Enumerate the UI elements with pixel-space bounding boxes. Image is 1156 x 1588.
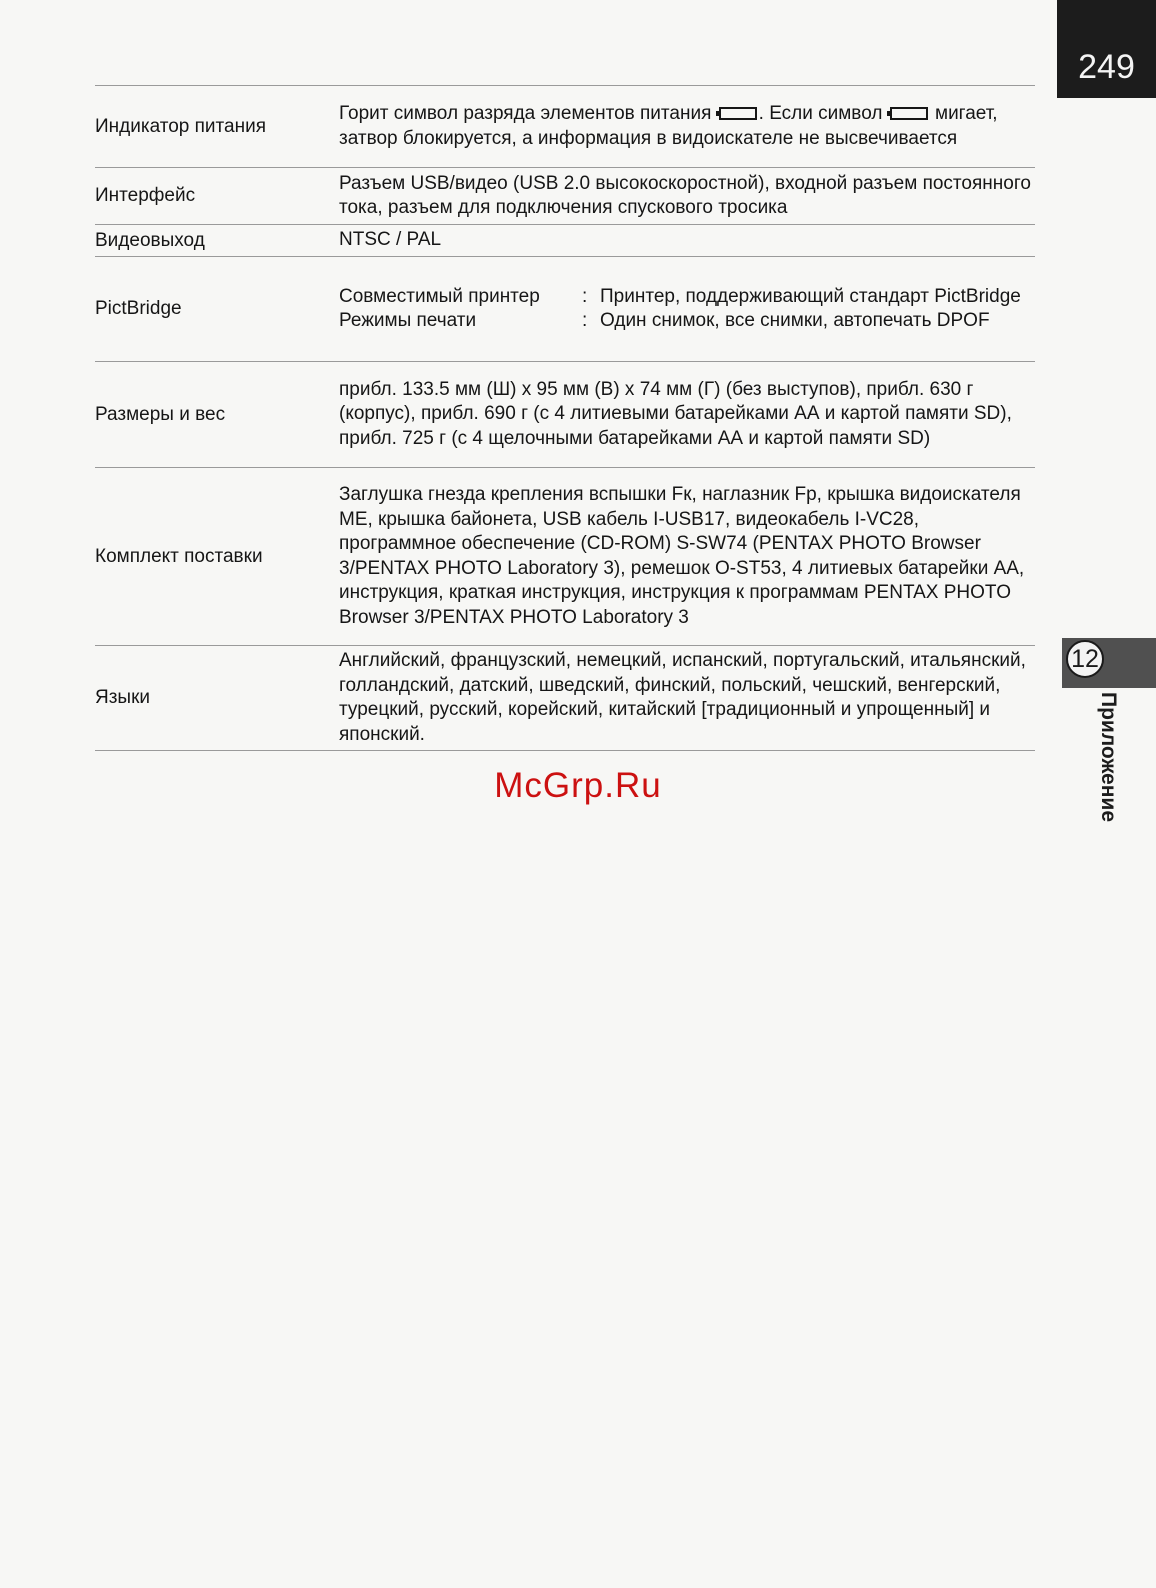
page-number-tab bbox=[1057, 0, 1156, 98]
spec-value: NTSC / PAL bbox=[339, 229, 442, 251]
sub-key: Режимы печати bbox=[339, 310, 477, 331]
spec-row-power-indicator bbox=[95, 85, 1035, 167]
chapter-number: 12 bbox=[1071, 644, 1099, 673]
spec-row-video-out bbox=[95, 224, 1035, 256]
spec-label: Комплект поставки bbox=[95, 545, 263, 567]
sub-colon: : bbox=[582, 285, 588, 307]
spec-label: Размеры и вес bbox=[95, 403, 226, 425]
spec-label: Индикатор питания bbox=[95, 115, 266, 137]
sub-value: Принтер, поддерживающий стандарт PictBridge bbox=[600, 285, 1021, 307]
sub-key: Совместимый принтер bbox=[339, 285, 540, 307]
sub-item bbox=[339, 285, 1035, 310]
chapter-number-badge bbox=[1066, 640, 1104, 678]
sub-colon: : bbox=[582, 310, 588, 331]
spec-value: прибл. 133.5 мм (Ш) x 95 мм (В) x 74 мм (Г) (без выступов), прибл. 630 г (корпус), прибл. 690 г (с 4 литиевыми батарейками АА и картой памяти SD), прибл. 725 г (с 4 щелочными батарейками АА и картой памяти SD) bbox=[339, 378, 1012, 449]
spec-value bbox=[339, 284, 1035, 335]
sub-item bbox=[339, 309, 1035, 334]
spec-value bbox=[339, 101, 1035, 152]
spec-value: Разъем USB/видео (USB 2.0 высокоскоростной), входной разъем постоянного тока, разъем для подключения спускового тросика bbox=[339, 172, 1031, 218]
spec-row-package bbox=[95, 467, 1035, 645]
page-number: 249 bbox=[1078, 48, 1135, 86]
spec-value: Заглушка гнезда крепления вспышки Fк, наглазник Fр, крышка видоискателя МЕ, крышка байонета, USB кабель I-USB17, видеокабель I-VC28, программное обеспечение (CD-ROM) S-SW74 (PENTAX PHOTO Browser 3/PENTAX PHOTO Laboratory 3), ремешок O-ST53, 4 литиевых батарейки АА, инструкция, краткая инструкция, инструкция к программам PENTAX PHOTO Browser 3/PENTAX PHOTO Laboratory 3 bbox=[339, 484, 1025, 628]
spec-value: Английский, французский, немецкий, испанский, португальский, итальянский, голландский, датский, шведский, финский, польский, чешский, венгерский, турецкий, русский, корейский, китайский [традиционный и упрощенный] и японский. bbox=[339, 650, 1026, 745]
battery-icon bbox=[890, 107, 928, 120]
spec-text: . Если символ bbox=[758, 103, 883, 124]
spec-label: Интерфейс bbox=[95, 185, 196, 206]
spec-label: Языки bbox=[95, 687, 151, 708]
spec-label: PictBridge bbox=[95, 298, 182, 319]
spec-row-pictbridge bbox=[95, 256, 1035, 361]
battery-icon bbox=[719, 107, 757, 120]
spec-row-languages bbox=[95, 645, 1035, 751]
spec-label: Видеовыход bbox=[95, 229, 205, 251]
watermark: McGrp.Ru bbox=[494, 766, 662, 805]
specifications-table bbox=[95, 85, 1035, 751]
sub-value: Один снимок, все снимки, автопечать DPOF bbox=[600, 310, 990, 331]
chapter-title: Приложение bbox=[1097, 692, 1120, 823]
spec-text: Горит символ разряда элементов питания bbox=[339, 103, 712, 124]
spec-row-dimensions bbox=[95, 361, 1035, 467]
spec-row-interface bbox=[95, 167, 1035, 224]
spec-text: мигает, затвор блокируется, а информация в видоискателе не высвечивается bbox=[339, 103, 998, 149]
